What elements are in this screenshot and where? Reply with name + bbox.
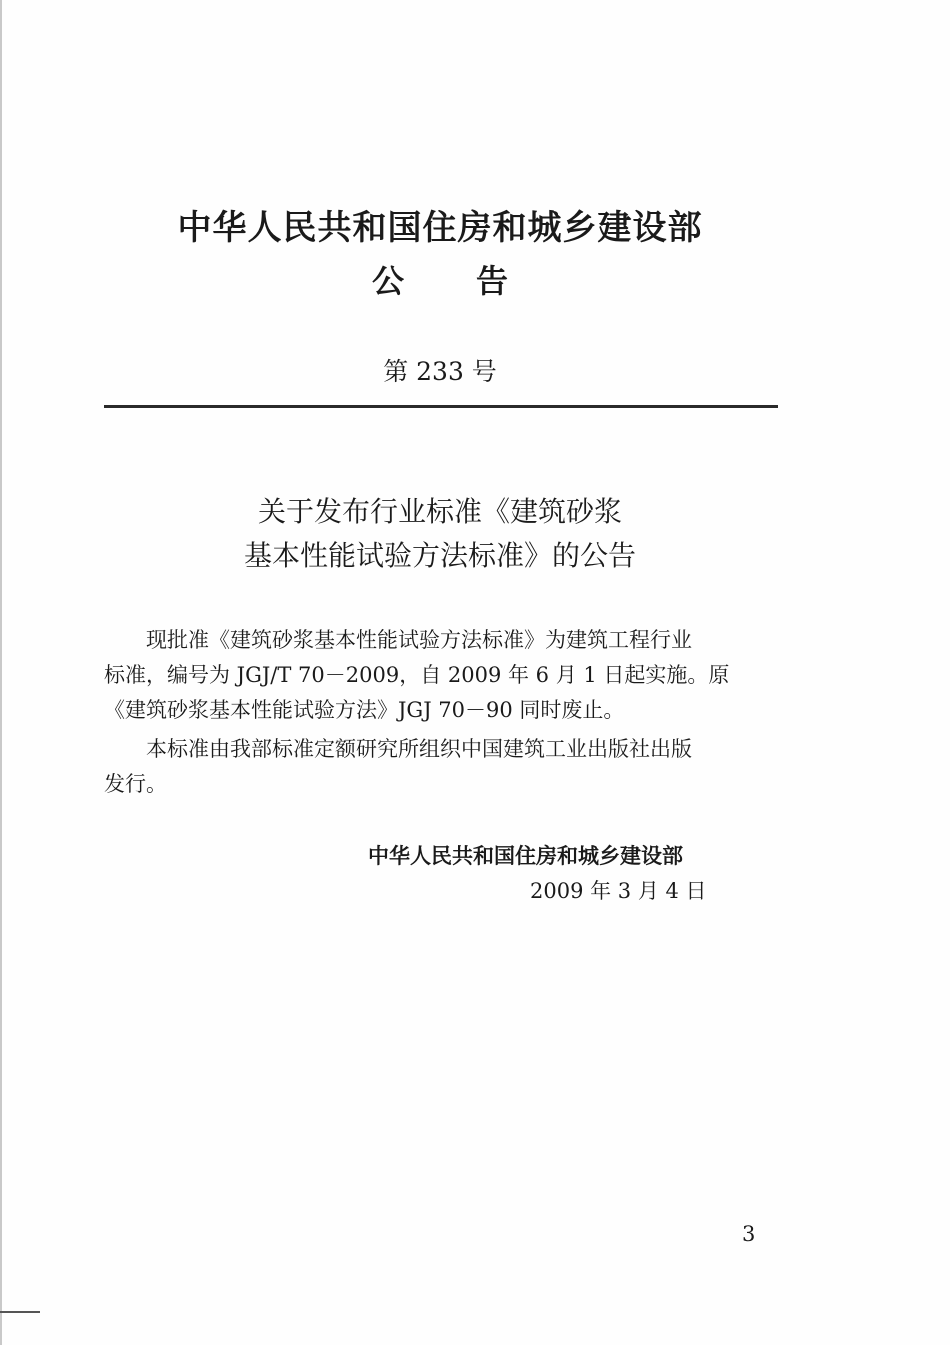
signature-issuer: 中华人民共和国住房和城乡建设部 bbox=[368, 844, 683, 868]
page-edge bbox=[0, 0, 2, 1345]
body-line-2: 标准，编号为 JGJ/T 70－2009，自 2009 年 6 月 1 日起实施。原 bbox=[104, 663, 730, 687]
signature-date: 2009 年 3 月 4 日 bbox=[530, 879, 707, 903]
body-line-5: 发行。 bbox=[104, 772, 167, 796]
body-line-1: 现批准《建筑砂浆基本性能试验方法标准》为建筑工程行业 bbox=[104, 628, 692, 652]
notice-title-line-1: 关于发布行业标准《建筑砂浆 bbox=[257, 495, 622, 528]
notice-title-line-2: 基本性能试验方法标准》的公告 bbox=[243, 539, 636, 572]
document-number: 第 233 号 bbox=[383, 357, 497, 386]
notice-heading: 公告 bbox=[371, 262, 580, 300]
scan-edge-mark bbox=[0, 1311, 40, 1313]
issuer-title: 中华人民共和国住房和城乡建设部 bbox=[177, 208, 703, 248]
page-number: 3 bbox=[742, 1222, 756, 1246]
header-divider bbox=[104, 405, 778, 408]
body-line-4: 本标准由我部标准定额研究所组织中国建筑工业出版社出版 bbox=[104, 737, 692, 761]
body-line-3: 《建筑砂浆基本性能试验方法》JGJ 70－90 同时废止。 bbox=[104, 698, 625, 722]
